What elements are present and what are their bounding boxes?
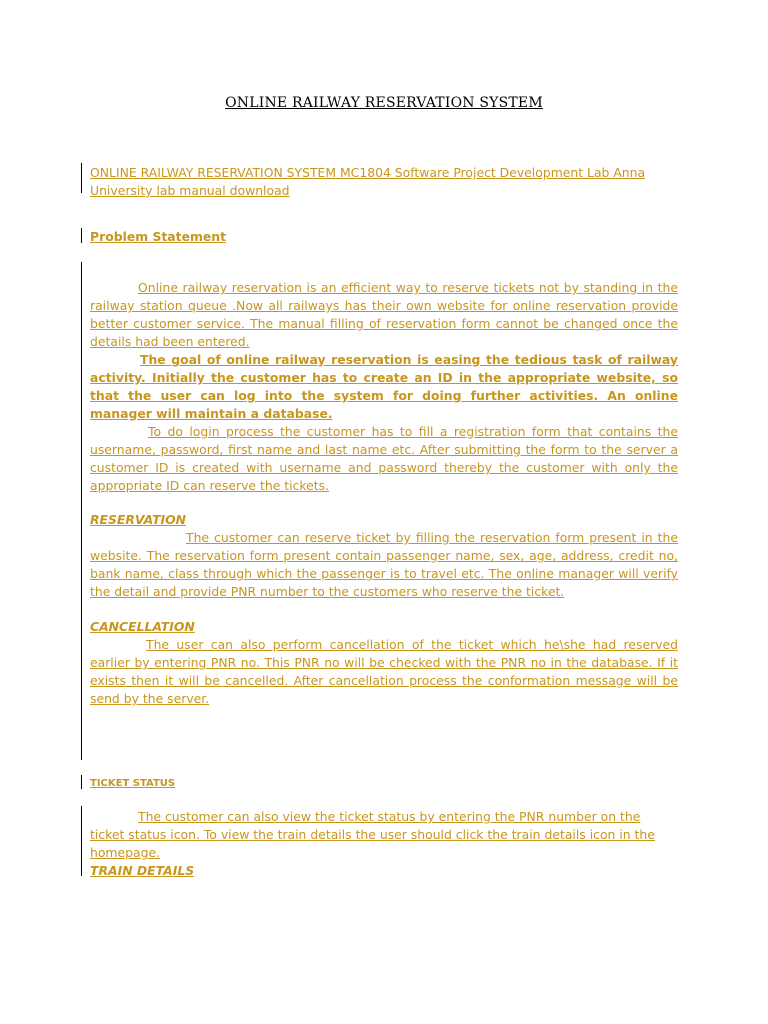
cancellation-paragraph: The user can also perform cancellation of the ticket which he\she had reserved earlier by entering PNR no. This PNR no will be checked with the PNR no in the database. If it exists then it will be cancelled. After cancellation process the conformation message will be send by the server. bbox=[90, 637, 678, 706]
cancellation-heading: CANCELLATION bbox=[90, 619, 195, 634]
intro-paragraph: Online railway reservation is an efficient way to reserve tickets not by standing in the railway station queue .Now all railways has their own website for online reservation provide better customer service. The manual filling of reservation form cannot be changed once the details had been entered. bbox=[90, 280, 678, 349]
margin-bar bbox=[81, 806, 82, 876]
reservation-heading: RESERVATION bbox=[90, 512, 187, 527]
ticket-status-paragraph: The customer can also view the ticket status by entering the PNR number on the ticket status icon. To view the train details the user should click the train details icon in the homepage. bbox=[90, 809, 655, 860]
margin-bar bbox=[81, 775, 82, 789]
ticket-status-heading: TICKET STATUS bbox=[90, 778, 176, 789]
problem-statement-heading: Problem Statement bbox=[90, 229, 227, 244]
login-paragraph: To do login process the customer has to fill a registration form that contains the username, password, first name and last name etc. After submitting the form to the server a customer ID is created with username and password thereby the customer with only the appropriate ID can reserve the tickets. bbox=[90, 424, 678, 493]
margin-bar bbox=[81, 262, 82, 760]
margin-bar bbox=[81, 163, 82, 193]
goal-paragraph: The goal of online railway reservation is easing the tedious task of railway activity. Initially the customer has to create an ID in the appropriate website, so that the user can log into the system for doing further activities. An online manager will maintain a database. bbox=[90, 352, 678, 421]
document-subtitle: ONLINE RAILWAY RESERVATION SYSTEM MC1804 Software Project Development Lab Anna University lab manual download bbox=[90, 165, 646, 198]
margin-bar bbox=[81, 228, 82, 243]
page-title: ONLINE RAILWAY RESERVATION SYSTEM bbox=[225, 95, 543, 111]
reservation-paragraph: The customer can reserve ticket by filling the reservation form present in the website. The reservation form present contain passenger name, sex, age, address, credit no, bank name, class through which the passenger is to travel etc. The online manager will verify the detail and provide PNR number to the customers who reserve the ticket. bbox=[90, 530, 678, 599]
train-details-heading: TRAIN DETAILS bbox=[90, 863, 195, 878]
problem-statement-body bbox=[90, 279, 678, 495]
